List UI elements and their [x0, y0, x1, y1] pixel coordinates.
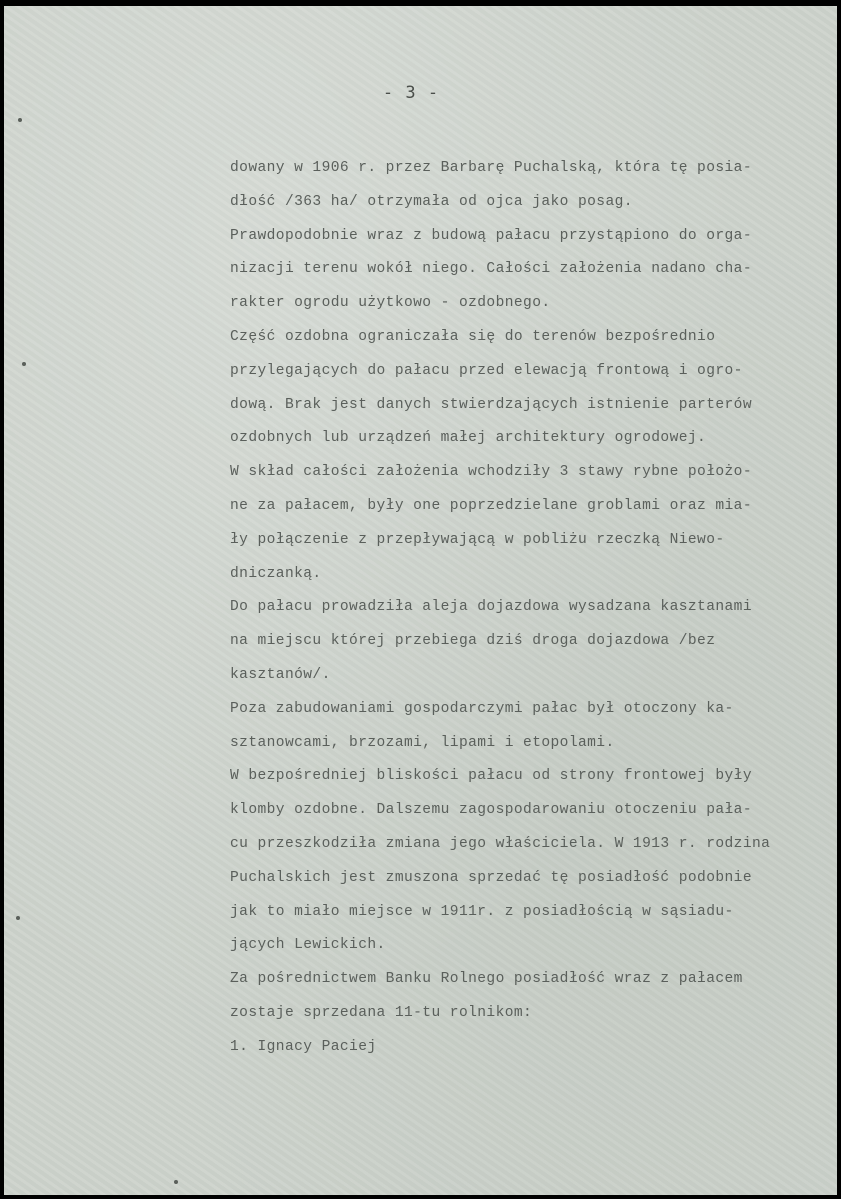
paper-speck: [174, 1180, 178, 1184]
text-line: przylegających do pałacu przed elewacją frontową i ogro-: [230, 362, 743, 379]
text-line: jących Lewickich.: [230, 937, 386, 954]
paper-speck: [22, 362, 26, 366]
text-line: Prawdopodobnie wraz z budową pałacu przystąpiono do orga-: [230, 227, 752, 244]
text-line: jak to miało miejsce w 1911r. z posiadłością w sąsiadu-: [230, 903, 734, 920]
text-line: nizacji terenu wokół niego. Całości założenia nadano cha-: [230, 261, 752, 278]
text-line: dniczanką.: [230, 565, 322, 582]
text-line: Poza zabudowaniami gospodarczymi pałac był otoczony ka-: [230, 700, 734, 717]
text-line: ozdobnych lub urządzeń małej architektury ogrodowej.: [230, 430, 707, 447]
text-line: W bezpośredniej bliskości pałacu od strony frontowej były: [230, 768, 752, 785]
text-line: zostaje sprzedana 11-tu rolnikom:: [230, 1004, 533, 1021]
text-line: cu przeszkodziła zmiana jego właściciela. W 1913 r. rodzina: [230, 835, 771, 852]
text-line: Do pałacu prowadziła aleja dojazdowa wysadzana kasztanami: [230, 599, 752, 616]
text-line: rakter ogrodu użytkowo - ozdobnego.: [230, 295, 551, 312]
text-line: ne za pałacem, były one poprzedzielane groblami oraz mia-: [230, 497, 752, 514]
text-line: klomby ozdobne. Dalszemu zagospodarowaniu otoczeniu pała-: [230, 802, 752, 819]
typed-body-text: [230, 152, 830, 1065]
text-line: sztanowcami, brzozami, lipami i etopolami.: [230, 734, 615, 751]
paper-speck: [16, 916, 20, 920]
text-line: ły połączenie z przepływającą w pobliżu rzeczką Niewo-: [230, 531, 725, 548]
text-line: 1. Ignacy Paciej: [230, 1038, 377, 1055]
text-line: Za pośrednictwem Banku Rolnego posiadłość wraz z pałacem: [230, 971, 743, 988]
text-line: kasztanów/.: [230, 666, 331, 683]
text-line: dłość /363 ha/ otrzymała od ojca jako posag.: [230, 193, 633, 210]
text-line: W skład całości założenia wchodziły 3 stawy rybne położo-: [230, 464, 752, 481]
document-page: [4, 6, 837, 1195]
page-number: - 3 -: [382, 83, 440, 103]
text-line: Puchalskich jest zmuszona sprzedać tę posiadłość podobnie: [230, 869, 752, 886]
text-line: na miejscu której przebiega dziś droga dojazdowa /bez: [230, 633, 716, 650]
text-line: Część ozdobna ograniczała się do terenów bezpośrednio: [230, 328, 716, 345]
text-line: dowany w 1906 r. przez Barbarę Puchalską, która tę posia-: [230, 160, 752, 176]
paper-speck: [18, 118, 22, 122]
text-line: dową. Brak jest danych stwierdzających istnienie parterów: [230, 396, 752, 413]
